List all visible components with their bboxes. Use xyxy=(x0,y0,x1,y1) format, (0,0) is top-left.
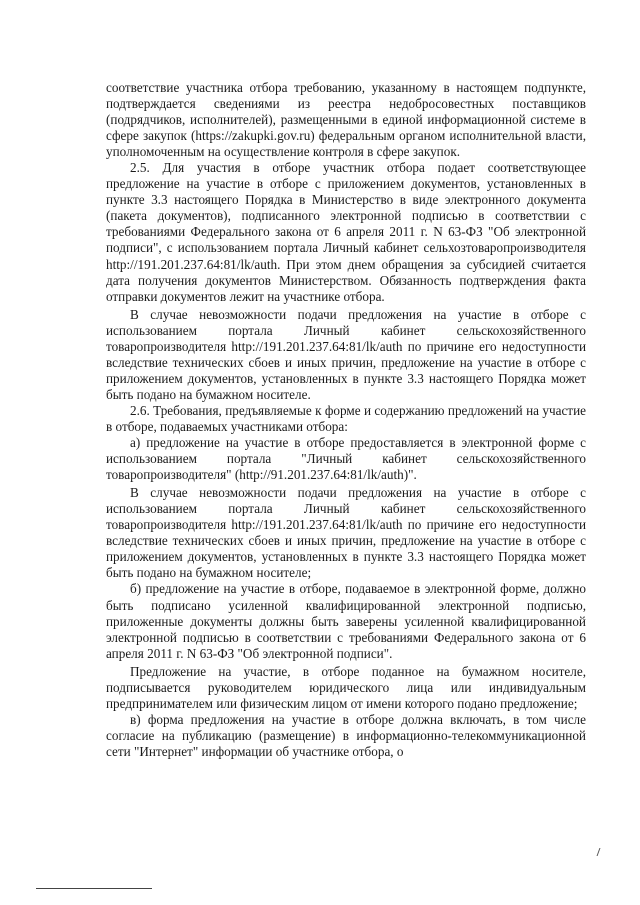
footnote-rule xyxy=(36,888,152,889)
paragraph-2-5: 2.5. Для участия в отборе участник отбора подает соответствующее предложение на участие в отборе с приложением документов, установленных в пункте 3.3 настоящего Порядка в Министерство в виде электронного документа (пакета документов), подписанного электронной подписью в соответствии с требованиями Федерального закона от 6 апреля 2011 г. N 63-ФЗ "Об электронной подписи", с использованием портала Личный кабинет сельхозтоваропроизводителя http://191.201.237.64:81/lk/auth. При этом днем обращения за субсидией считается дата получения документов Министерством. Обязанность подтверждения факта отправки документов лежит на участнике отбора. xyxy=(106,160,586,304)
document-body xyxy=(106,80,586,760)
paragraph-portal-unavailable-2: В случае невозможности подачи предложения на участие в отборе с использованием портала Личный кабинет сельскохозяйственного товаропроизводителя http://191.201.237.64:81/lk/auth по причине его недоступности вследствие технических сбоев и иных причин, предложение на участие в отборе с приложением документов, установленных в пункте 3.3 настоящего Порядка может быть подано на бумажном носителе; xyxy=(106,485,586,581)
paragraph-2-6-v: в) форма предложения на участие в отборе должна включать, в том числе согласие на публикацию (размещение) в информационно-телекоммуникационной сети "Интернет" информации об участнике отбора, о xyxy=(106,711,586,759)
paragraph-2-6-a: а) предложение на участие в отборе предоставляется в электронной форме с использованием портала "Личный кабинет сельскохозяйственного товаропроизводителя" (http://91.201.237.64:81/lk/auth)". xyxy=(106,435,586,483)
paragraph-portal-unavailable: В случае невозможности подачи предложения на участие в отборе с использованием портала Личный кабинет сельскохозяйственного товаропроизводителя http://191.201.237.64:81/lk/auth по причине его недоступности вследствие технических сбоев и иных причин, предложение на участие в отборе с приложением документов, установленных в пункте 3.3 настоящего Порядка может быть подано на бумажном носителе. xyxy=(106,306,586,402)
paragraph-2-6-b: б) предложение на участие в отборе, подаваемое в электронной форме, должно быть подписано усиленной квалифицированной электронной подписью, приложенные документы должны быть заверены усиленной квалифицированной электронной подписью в соответствии с требованиями Федерального закона от 6 апреля 2011 г. N 63-ФЗ "Об электронной подписи". xyxy=(106,581,586,661)
paragraph-paper-submission: Предложение на участие, в отборе поданное на бумажном носителе, подписывается руководителем юридического лица или индивидуальным предпринимателем или физическим лицом от имени которого подано предложение; xyxy=(106,663,586,711)
paragraph-continuation: соответствие участника отбора требованию, указанному в настоящем подпункте, подтверждается сведениями из реестра недобросовестных поставщиков (подрядчиков, исполнителей), размещенными в единой информационной системе в сфере закупок (https://zakupki.gov.ru) федеральным органом исполнительной власти, уполномоченным на осуществление контроля в сфере закупок. xyxy=(106,80,586,160)
paragraph-2-6: 2.6. Требования, предъявляемые к форме и содержанию предложений на участие в отборе, подаваемых участниками отбора: xyxy=(106,402,586,434)
pen-mark xyxy=(597,848,605,856)
